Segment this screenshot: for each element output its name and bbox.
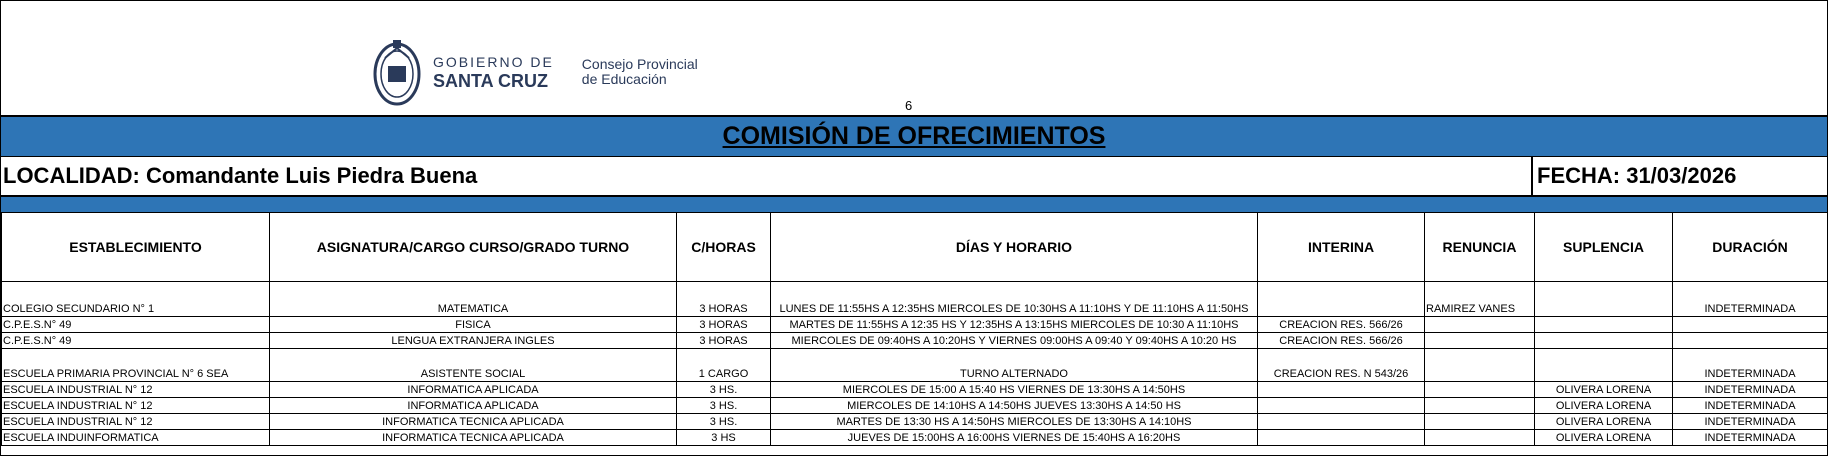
cell-suplencia[interactable]: OLIVERA LORENA (1535, 398, 1673, 414)
cell-suplencia[interactable] (1535, 333, 1673, 349)
cell-horas[interactable]: 3 HORAS (677, 282, 771, 317)
cell-asignatura[interactable]: INFORMATICA APLICADA (270, 398, 677, 414)
cell-establecimiento[interactable]: C.P.E.S.N° 49 (2, 333, 270, 349)
cell-renuncia[interactable] (1425, 414, 1535, 430)
cell-duracion[interactable]: INDETERMINADA (1673, 398, 1828, 414)
cell-establecimiento[interactable]: ESCUELA PRIMARIA PROVINCIAL N° 6 SEA (2, 349, 270, 382)
table-row (2, 317, 1828, 333)
cell-duracion[interactable] (1673, 317, 1828, 333)
fecha-cell[interactable]: FECHA: 31/03/2026 (1537, 163, 1737, 188)
cell-interina[interactable] (1258, 414, 1425, 430)
cell-establecimiento[interactable]: ESCUELA INDUINFORMATICA (2, 430, 270, 446)
cell-dias[interactable]: MIERCOLES DE 14:10HS A 14:50HS JUEVES 13:30HS A 14:50 HS (771, 398, 1258, 414)
table-row (2, 414, 1828, 430)
cell-establecimiento[interactable]: C.P.E.S.N° 49 (2, 317, 270, 333)
cell-suplencia[interactable]: OLIVERA LORENA (1535, 414, 1673, 430)
cell-dias[interactable]: MIERCOLES DE 09:40HS A 10:20HS Y VIERNES 09:00HS A 09:40 Y 09:40HS A 10:20 HS (771, 333, 1258, 349)
cell-establecimiento[interactable]: ESCUELA INDUSTRIAL N° 12 (2, 382, 270, 398)
cell-suplencia[interactable]: OLIVERA LORENA (1535, 430, 1673, 446)
cell-interina[interactable] (1258, 382, 1425, 398)
cell-dias[interactable]: MARTES DE 11:55HS A 12:35 HS Y 12:35HS A 13:15HS MIERCOLES DE 10:30 A 11:10HS (771, 317, 1258, 333)
cell-asignatura[interactable]: INFORMATICA TECNICA APLICADA (270, 430, 677, 446)
council-line-2: de Educación (581, 71, 667, 87)
government-name (433, 55, 554, 90)
cell-renuncia[interactable] (1425, 317, 1535, 333)
cell-horas[interactable]: 3 HS. (677, 382, 771, 398)
col-header-renuncia[interactable]: RENUNCIA (1425, 213, 1535, 282)
cell-interina[interactable]: CREACION RES. N 543/26 (1258, 349, 1425, 382)
gov-bottom-text: SANTA CRUZ (433, 70, 548, 91)
cell-horas[interactable]: 3 HS. (677, 414, 771, 430)
cell-suplencia[interactable] (1535, 349, 1673, 382)
cell-asignatura[interactable]: MATEMATICA (270, 282, 677, 317)
location-row (1, 157, 1827, 197)
cell-renuncia[interactable] (1425, 349, 1535, 382)
offers-table (1, 213, 1828, 446)
table-row (2, 333, 1828, 349)
page-header (1, 1, 1827, 117)
table-row (2, 382, 1828, 398)
provincial-seal-icon (371, 36, 423, 108)
cell-duracion[interactable] (1673, 333, 1828, 349)
separator-bar (1, 197, 1827, 213)
cell-horas[interactable]: 3 HORAS (677, 333, 771, 349)
cell-suplencia[interactable] (1535, 317, 1673, 333)
cell-asignatura[interactable]: INFORMATICA APLICADA (270, 382, 677, 398)
table-row (2, 349, 1828, 382)
logo (371, 35, 698, 109)
cell-dias[interactable]: MARTES DE 13:30 HS A 14:50HS MIERCOLES DE 13:30HS A 14:10HS (771, 414, 1258, 430)
cell-horas[interactable]: 1 CARGO (677, 349, 771, 382)
cell-duracion[interactable]: INDETERMINADA (1673, 414, 1828, 430)
cell-suplencia[interactable] (1535, 282, 1673, 317)
cell-establecimiento[interactable]: ESCUELA INDUSTRIAL N° 12 (2, 398, 270, 414)
col-header-dias[interactable]: DÍAS Y HORARIO (771, 213, 1258, 282)
cell-renuncia[interactable] (1425, 333, 1535, 349)
cell-dias[interactable]: MIERCOLES DE 15:00 A 15:40 HS VIERNES DE 13:30HS A 14:50HS (771, 382, 1258, 398)
col-header-duracion[interactable]: DURACIÓN (1673, 213, 1828, 282)
cell-interina[interactable] (1258, 398, 1425, 414)
cell-asignatura[interactable]: ASISTENTE SOCIAL (270, 349, 677, 382)
gov-top-text: GOBIERNO DE (433, 53, 554, 70)
page-number: 6 (905, 98, 913, 113)
cell-interina[interactable] (1258, 430, 1425, 446)
council-line-1: Consejo Provincial (581, 55, 698, 72)
col-header-suplencia[interactable]: SUPLENCIA (1535, 213, 1673, 282)
col-header-asignatura[interactable]: ASIGNATURA/CARGO CURSO/GRADO TURNO (270, 213, 677, 282)
cell-establecimiento[interactable]: ESCUELA INDUSTRIAL N° 12 (2, 414, 270, 430)
cell-dias[interactable]: JUEVES DE 15:00HS A 16:00HS VIERNES DE 15:40HS A 16:20HS (771, 430, 1258, 446)
cell-interina[interactable]: CREACION RES. 566/26 (1258, 317, 1425, 333)
cell-establecimiento[interactable]: COLEGIO SECUNDARIO N° 1 (2, 282, 270, 317)
cell-renuncia[interactable]: RAMIREZ VANES (1425, 282, 1535, 317)
col-header-interina[interactable]: INTERINA (1258, 213, 1425, 282)
cell-duracion[interactable]: INDETERMINADA (1673, 282, 1828, 317)
col-header-establecimiento[interactable]: ESTABLECIMIENTO (2, 213, 270, 282)
cell-duracion[interactable]: INDETERMINADA (1673, 349, 1828, 382)
cell-horas[interactable]: 3 HORAS (677, 317, 771, 333)
cell-duracion[interactable]: INDETERMINADA (1673, 430, 1828, 446)
cell-duracion[interactable]: INDETERMINADA (1673, 382, 1828, 398)
title-bar (1, 117, 1827, 157)
cell-horas[interactable]: 3 HS (677, 430, 771, 446)
cell-suplencia[interactable]: OLIVERA LORENA (1535, 382, 1673, 398)
cell-interina[interactable]: CREACION RES. 566/26 (1258, 333, 1425, 349)
cell-renuncia[interactable] (1425, 430, 1535, 446)
table-row (2, 398, 1828, 414)
cell-asignatura[interactable]: INFORMATICA TECNICA APLICADA (270, 414, 677, 430)
cell-renuncia[interactable] (1425, 398, 1535, 414)
cell-interina[interactable] (1258, 282, 1425, 317)
cell-renuncia[interactable] (1425, 382, 1535, 398)
cell-horas[interactable]: 3 HS. (677, 398, 771, 414)
table-row (2, 282, 1828, 317)
cell-asignatura[interactable]: FISICA (270, 317, 677, 333)
cell-asignatura[interactable]: LENGUA EXTRANJERA INGLES (270, 333, 677, 349)
cell-dias[interactable]: LUNES DE 11:55HS A 12:35HS MIERCOLES DE 10:30HS A 11:10HS Y DE 11:10HS A 11:50HS (771, 282, 1258, 317)
page-title: COMISIÓN DE OFRECIMIENTOS (722, 122, 1106, 150)
table-row (2, 430, 1828, 446)
header-row (2, 213, 1828, 282)
cell-dias[interactable]: TURNO ALTERNADO (771, 349, 1258, 382)
localidad-cell[interactable]: LOCALIDAD: Comandante Luis Piedra Buena (1, 157, 1533, 195)
council-name (582, 57, 698, 88)
col-header-horas[interactable]: C/HORAS (677, 213, 771, 282)
